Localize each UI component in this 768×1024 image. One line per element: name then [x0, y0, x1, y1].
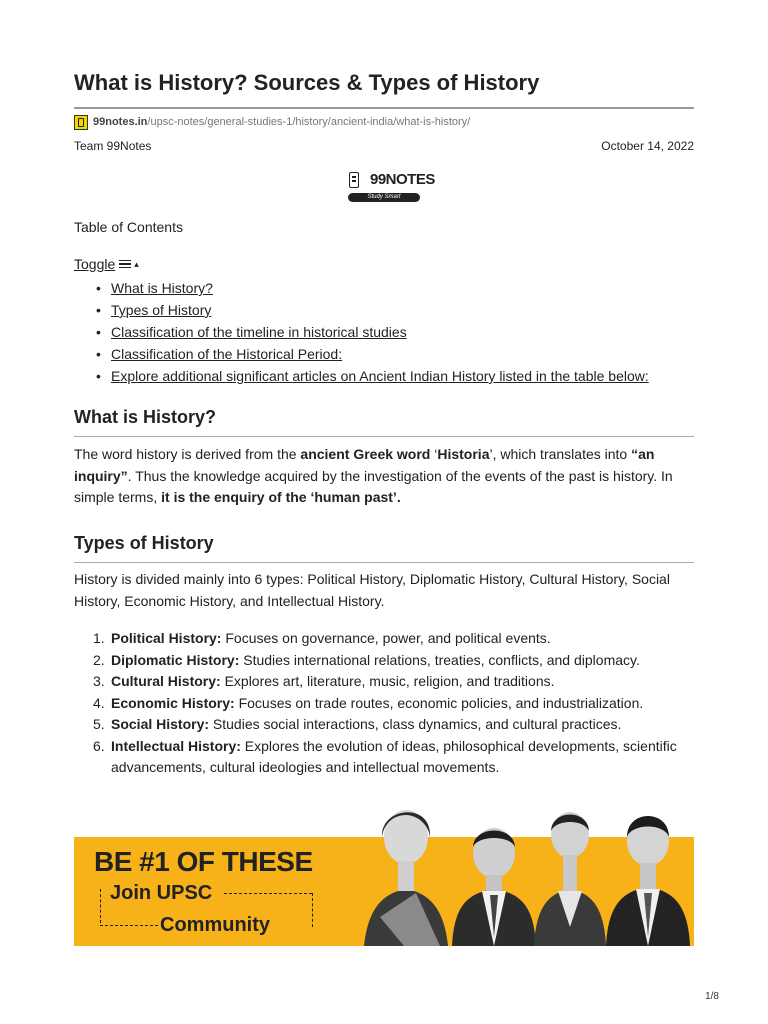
banner-dashed-frame: [224, 893, 312, 894]
sort-arrows-icon[interactable]: ▴︎: [134, 258, 139, 269]
source-path: /upsc-notes/general-studies-1/history/ancient-india/what-is-history/: [147, 116, 471, 128]
emphasis-text: Historia: [437, 446, 490, 462]
section-divider: [74, 562, 694, 563]
list-term: Intellectual History:: [111, 737, 241, 754]
list-term: Cultural History:: [111, 673, 221, 689]
publish-date: October 14, 2022: [601, 139, 694, 153]
banner-line-join: Join UPSC: [110, 882, 213, 904]
list-number: 2.: [93, 651, 105, 668]
banner-dashed-frame: [100, 889, 101, 923]
list-term: Political History:: [111, 630, 222, 646]
upsc-community-banner[interactable]: [74, 797, 694, 946]
author: Team 99Notes: [74, 139, 152, 153]
notebook-icon: [348, 172, 362, 190]
banner-people-illustration: [344, 797, 694, 946]
site-logo: [348, 170, 435, 203]
toc-link-types-of-history[interactable]: Types of History: [111, 302, 212, 318]
list-icon[interactable]: [119, 260, 131, 269]
history-types-list: [74, 628, 694, 779]
banner-line-community: Community: [160, 914, 270, 936]
list-number: 3.: [93, 673, 105, 689]
toc-link-additional-articles[interactable]: Explore additional significant articles on Ancient Indian History listed in the table below:: [111, 368, 649, 384]
list-item: [74, 714, 694, 736]
source-domain: 99notes.in: [93, 116, 148, 128]
list-desc: Explores art, literature, music, religion, and traditions.: [220, 673, 555, 689]
section-heading-what-is-history: What is History?: [74, 407, 217, 427]
site-favicon-icon: [74, 115, 88, 130]
title-divider: [74, 107, 694, 109]
article-meta: [74, 139, 694, 153]
text-run: The word history is derived from the: [74, 446, 301, 462]
list-item: [111, 299, 649, 321]
list-term: Economic History:: [111, 694, 235, 711]
person-silhouette-1: [364, 810, 448, 946]
list-desc: Explores the evolution of ideas, philosophical developments, scientific advancements, cultural ideologies and intellectual movements.: [111, 737, 677, 775]
list-item: [74, 650, 694, 672]
list-item: [74, 736, 694, 779]
list-number: 5.: [93, 716, 105, 732]
person-silhouette-3: [534, 812, 606, 946]
text-run: ’, which translates into: [489, 446, 632, 462]
person-silhouette-2: [452, 828, 536, 946]
list-item: [111, 321, 649, 343]
banner-dashed-frame: [100, 925, 158, 926]
list-term: Social History:: [111, 716, 210, 732]
list-number: 4.: [93, 694, 105, 711]
list-item: [111, 365, 649, 387]
list-desc: Studies social interactions, class dynamics, and cultural practices.: [209, 716, 622, 732]
toc-link-timeline-classification[interactable]: Classification of the timeline in historical studies: [111, 324, 407, 340]
list-desc: Focuses on governance, power, and political events.: [221, 630, 551, 646]
emphasis-text: “an inquiry”: [74, 446, 655, 484]
page-indicator: 1/8: [705, 991, 719, 1002]
section-heading-types-of-history: Types of History: [74, 533, 214, 553]
emphasis-text: it is the enquiry of the ‘human past’.: [161, 489, 401, 505]
source-url[interactable]: [74, 113, 470, 131]
list-term: Diplomatic History:: [111, 651, 240, 668]
banner-dashed-frame: [312, 893, 313, 927]
list-item: [111, 343, 649, 365]
text-run: ‘: [430, 446, 438, 462]
toc-title: Table of Contents: [74, 219, 183, 235]
list-number: 6.: [93, 737, 105, 754]
banner-headline: BE #1 OF THESE: [94, 846, 313, 877]
types-intro-paragraph: History is divided mainly into 6 types: Political History, Diplomatic History, Cultural History, Social History, Economic History, and Intellectual History.: [74, 571, 670, 609]
list-desc: Focuses on trade routes, economic policies, and industrialization.: [234, 694, 644, 711]
logo-wordmark: 99NOTES: [370, 171, 435, 188]
emphasis-text: ancient Greek word: [300, 446, 431, 462]
page-title: What is History? Sources & Types of History: [74, 70, 540, 95]
list-item: [74, 628, 694, 650]
list-desc: Studies international relations, treaties, conflicts, and diplomacy.: [239, 651, 640, 668]
toc-link-historical-period[interactable]: Classification of the Historical Period:: [111, 346, 343, 362]
toc-link-what-is-history[interactable]: What is History?: [111, 280, 213, 296]
list-item: [74, 693, 694, 715]
history-definition-paragraph: [74, 444, 694, 509]
text-run: . Thus the knowledge acquired by the investigation of the events of the past is history. In simple terms,: [74, 467, 673, 505]
person-silhouette-4: [606, 816, 690, 946]
list-item: [111, 277, 649, 299]
list-number: 1.: [93, 630, 105, 646]
toc-list: [111, 277, 649, 387]
toc-toggle-row: [74, 256, 139, 272]
toc-toggle-link[interactable]: Toggle: [74, 256, 116, 272]
logo-tagline: Study Smart: [348, 193, 420, 202]
list-item: [74, 671, 694, 693]
section-divider: [74, 436, 694, 437]
